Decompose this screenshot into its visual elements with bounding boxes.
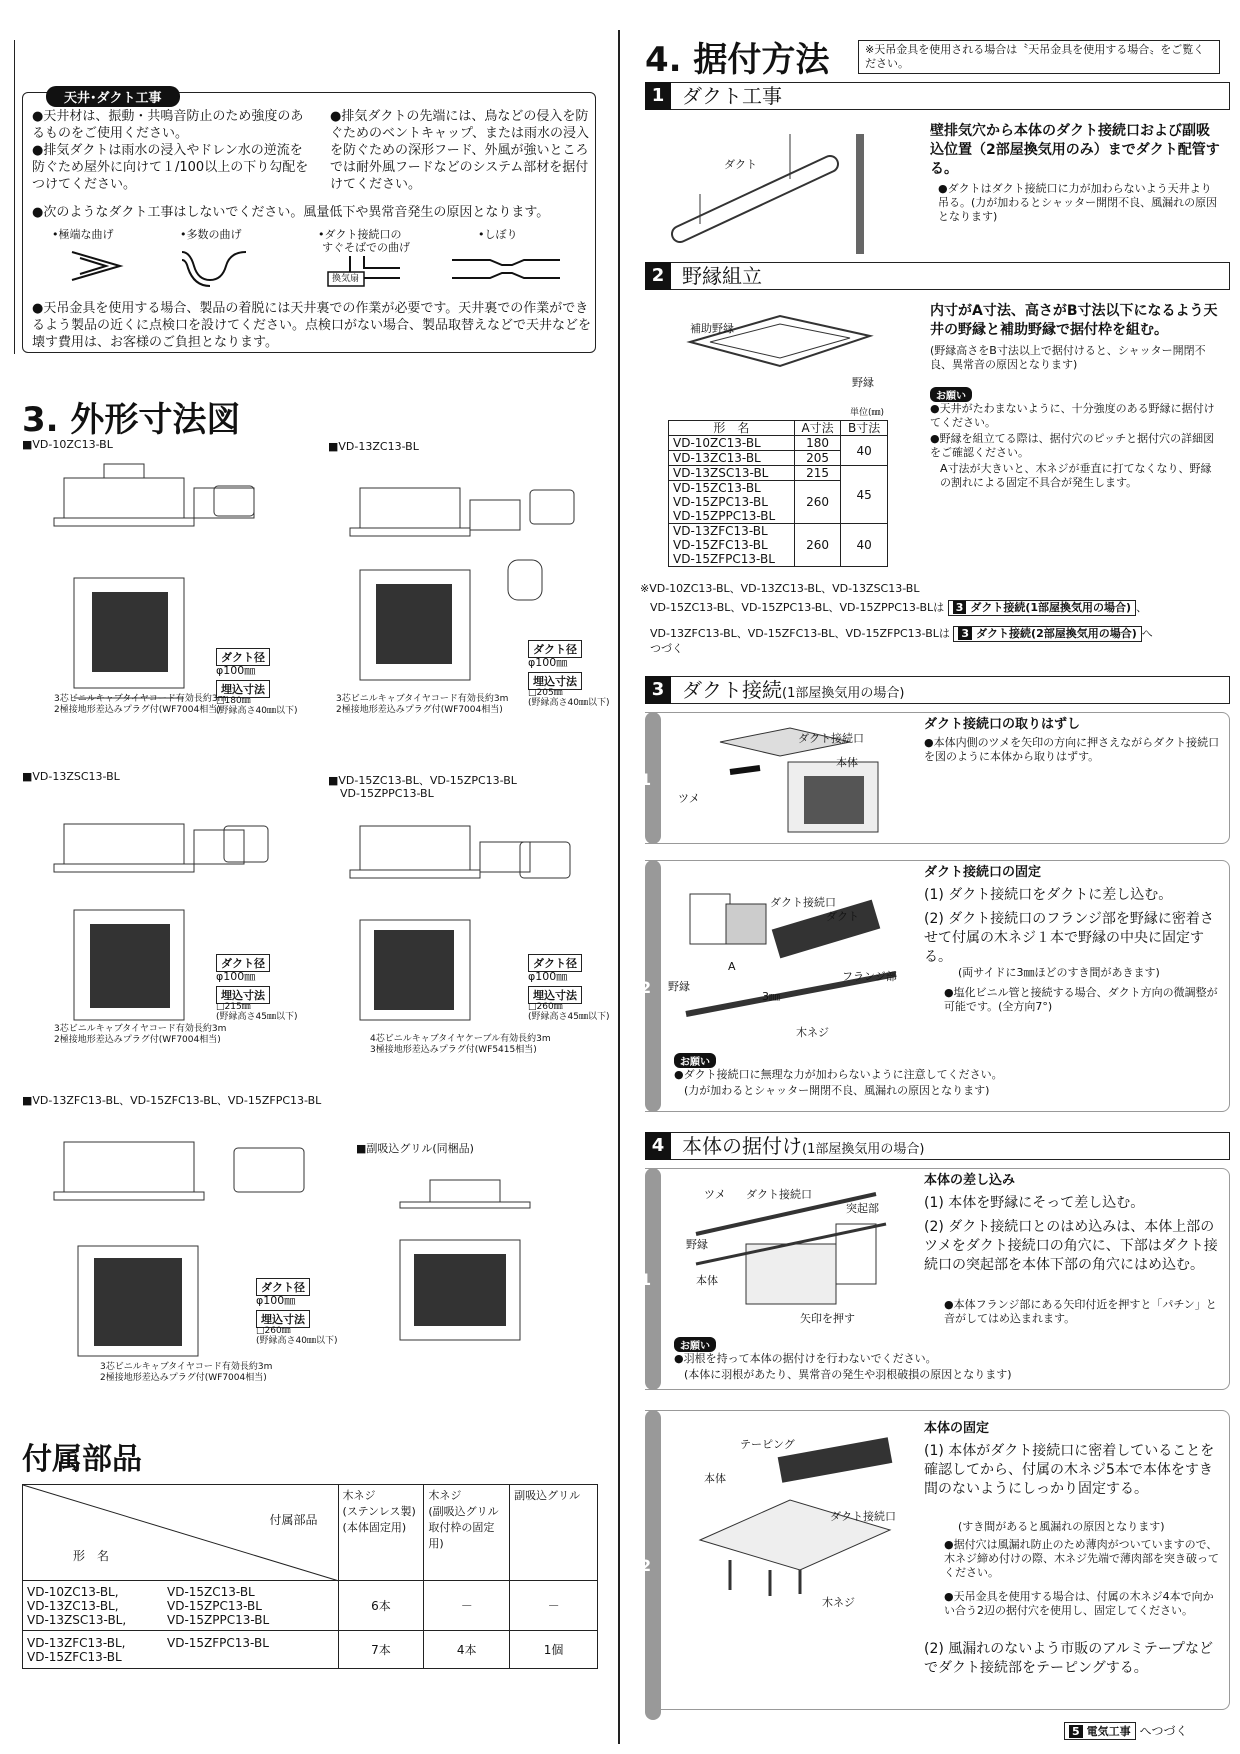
s3-number: 3 [645, 676, 671, 704]
acc-row-2-v2: 4本 [424, 1631, 510, 1669]
embed-note-2: (野縁高さ40㎜以下) [528, 698, 610, 708]
s2-text: 内寸がA寸法、高さがB寸法以下になるよう天井の野縁と補助野縁で据付枠を組む。 [930, 303, 1218, 338]
duct-notes-tag: 天井･ダクト工事 [46, 86, 180, 107]
s4-s1-label-3: 突起部 [846, 1202, 879, 1215]
embed-size-1: □180㎜ [216, 696, 251, 706]
duct-diameter-value-4: φ100㎜ [528, 970, 568, 983]
crossref-line-1: ※VD-10ZC13-BL、VD-13ZC13-BL、VD-13ZSC13-BL [640, 582, 920, 595]
embed-tag-5: 埋込寸法 [256, 1310, 310, 1328]
embed-note-5: (野縁高さ40㎜以下) [256, 1336, 338, 1346]
acc-row-2-models [23, 1631, 339, 1669]
s4-request-badge [674, 1334, 716, 1353]
bad-duct-label-2: •多数の曲げ [180, 228, 242, 241]
embed-note-3: (野縁高さ45㎜以下) [216, 1012, 298, 1022]
s1-bullet: ●ダクトはダクト接続口に力が加わらないよう天井より吊る。(力が加わるとシャッター開閉不良、風漏れの原因となります) [938, 182, 1218, 223]
s4-step1-num: 1 [640, 1270, 652, 1289]
cord-note-1: 3芯ビニルキャブタイヤコード有効長約3m [54, 694, 227, 704]
duct-diameter-value-5: φ100㎜ [256, 1294, 296, 1307]
embed-size-2: □205㎜ [528, 688, 563, 698]
left-edge-rule [14, 40, 15, 354]
s4-s2-head: 本体の固定 [924, 1421, 990, 1436]
dim-head-model: 形 名 [669, 421, 795, 436]
s2-bullet-1: ●天井がたわまないように、十分強度のある野縁に据付けてください。 [930, 402, 1215, 429]
s2-title: 野縁組立 [682, 264, 762, 288]
s4-s1-t1: (1) 本体を野縁にそって差し込む。 [924, 1195, 1145, 1211]
s4-s1-t2: (2) ダクト接続口とのはめ込みは、本体上部のツメをダクト接続口の角穴に、下部はダクト接続口の突起部を本体下部の角穴にはめ込む。 [924, 1219, 1218, 1273]
s1-duct-label: ダクト [724, 158, 757, 171]
acc-header-corner [23, 1485, 339, 1581]
bad-duct-label-4: •しぼり [478, 228, 518, 241]
s4-s1-label-2: ダクト接続口 [746, 1188, 812, 1201]
frame-dim-table [668, 420, 888, 567]
crossref-line-2 [650, 600, 1147, 616]
model-label-5: ■VD-13ZFC13-BL、VD-15ZFC13-BL、VD-15ZFPC13-BL [22, 1094, 322, 1107]
s4-s2-label-2: 本体 [704, 1472, 726, 1485]
s3-request-text: お願い [674, 1053, 716, 1068]
multi-bend-icon [180, 246, 250, 286]
s2-request-text: お願い [930, 387, 972, 402]
next-ref-suffix: へつづく [1139, 1724, 1188, 1738]
crossref-line-4: つづく [650, 642, 683, 655]
acc-row-1-v2: － [424, 1581, 510, 1631]
dim-head-a: A寸法 [794, 421, 841, 436]
acc-row-2-v1: 7本 [338, 1631, 424, 1669]
crossref-line-2-end: 、 [1136, 601, 1148, 614]
accessories-title: 付属部品 [22, 1442, 142, 1477]
dim-row-5-a: 260 [794, 524, 841, 567]
s4-s2-t1p: (すき間があると風漏れの原因となります) [958, 1520, 1165, 1533]
bad-duct-label-1: •極端な曲げ [52, 228, 114, 241]
s3-title: ダクト接続 [682, 678, 782, 702]
acc-row-2-m2: VD-15ZFPC13-BL [167, 1635, 269, 1650]
s4-s2-b1: ●据付穴は風漏れ防止のため薄肉がついていますので、木ネジ締め付けの際、木ネジ先端で薄肉部を突き破ってください。 [944, 1538, 1219, 1579]
duct-diameter-tag-4: ダクト径 [528, 954, 582, 972]
s4-request-2: (本体に羽根があたり、異常音の発生や羽根破損の原因となります) [684, 1368, 1012, 1381]
s4-s1-head: 本体の差し込み [924, 1173, 1016, 1188]
dim-row-5-model: VD-13ZFC13-BL VD-15ZFC13-BL VD-15ZFPC13-BL [669, 524, 795, 567]
cord-note-2: 3芯ビニルキャブタイヤコード有効長約3m [336, 694, 509, 704]
acc-row-2-v3: 1個 [510, 1631, 598, 1669]
duct-diameter-tag-2: ダクト径 [528, 640, 582, 658]
s3-title-wrap [682, 676, 904, 708]
crossref-line-3-end: へ [1141, 627, 1153, 640]
s2-bullet-2: ●野縁を組立てる際は、据付穴のピッチと据付穴の詳細図をご確認ください。 [930, 432, 1215, 459]
acc-col-grille-screw: 木ネジ (副吸込グリル 取付枠の固定用) [424, 1485, 510, 1581]
embed-size-3: □215㎜ [216, 1002, 251, 1012]
cord-note-5: 3芯ビニルキャブタイヤコード有効長約3m [100, 1362, 273, 1372]
s3-s1-text: ●本体内側のツメを矢印の方向に押さえながらダクト接続口を図のように本体から取りはずす。 [924, 736, 1220, 763]
dim-row-3-model: VD-13ZSC13-BL [669, 466, 795, 481]
note-item-3: ●排気ダクトの先端には、鳥などの侵入を防ぐためのベントキャップ、または雨水の浸入を防ぐための深形フード、外風が強いところでは耐外風フードなどのシステム部材を据付けてください。 [330, 109, 589, 192]
accessories-table [22, 1484, 598, 1669]
duct-diameter-value-3: φ100㎜ [216, 970, 256, 983]
next-ref-num: 5 [1069, 1725, 1083, 1738]
acc-col-grille: 副吸込グリル [510, 1485, 598, 1581]
s4-s1-label-6: 矢印を押す [800, 1312, 855, 1325]
next-section-ref[interactable] [1064, 1722, 1188, 1740]
s4-s1-b1: ●本体フランジ部にある矢印付近を押すと「パチン」と音がしてはめ込まれます。 [944, 1298, 1217, 1325]
section4-title: 4. 据付方法 [645, 40, 830, 80]
section3-title: 3. 外形寸法図 [22, 400, 241, 440]
crossref-ref-1[interactable]: 3 ダクト接続(1部屋換気用の場合) [948, 600, 1136, 616]
model-label-4: ■VD-15ZC13-BL、VD-15ZPC13-BL [328, 774, 517, 787]
plug-note-5: 2極接地形差込みプラグ付(WF7004相当) [100, 1373, 267, 1383]
acc-row-2-m1: VD-13ZFC13-BL, VD-15ZFC13-BL [27, 1635, 126, 1664]
model-label-6: ■副吸込グリル(同梱品) [356, 1142, 474, 1155]
s3-step2-num: 2 [640, 978, 652, 997]
s2-number: 2 [645, 262, 671, 290]
dim-row-2-a: 205 [794, 451, 841, 466]
crossref-line-2-text: VD-15ZC13-BL、VD-15ZPC13-BL、VD-15ZPPC13-BLは [650, 601, 945, 614]
model-label-2: ■VD-13ZC13-BL [328, 440, 419, 453]
s4-s2-t2: (2) 風漏れのないよう市販のアルミテープなどでダクト接続部をテーピングする。 [924, 1641, 1214, 1676]
acc-header-model: 形 名 [73, 1549, 110, 1563]
acc-row-1-m2: VD-15ZC13-BL VD-15ZPC13-BL VD-15ZPPC13-BL [167, 1584, 270, 1627]
s3-s2-t1: (1) ダクト接続口をダクトに差し込む。 [924, 887, 1173, 903]
s4-step2-num: 2 [640, 1556, 652, 1575]
embed-tag-2: 埋込寸法 [528, 672, 582, 690]
s4-s2-label-3: ダクト接続口 [830, 1510, 896, 1523]
s3-sub: (1部屋換気用の場合) [782, 686, 905, 701]
duct-diameter-value-2: φ100㎜ [528, 656, 568, 669]
sharp-bend-icon [70, 248, 130, 286]
next-ref-box [1064, 1722, 1136, 1740]
s3-s2-label-4: 野縁 [668, 980, 690, 993]
plug-note-3: 2極接地形差込みプラグ付(WF7004相当) [54, 1035, 221, 1045]
s4-sub: (1部屋換気用の場合) [802, 1142, 925, 1157]
s3-request-badge [674, 1050, 716, 1069]
s3-s2-label-3: フランジ部 [842, 970, 897, 983]
s3-s2-t2: (2) ダクト接続口のフランジ部を野縁に密着させて付属の木ネジ１本で野縁の中央に固定する。 [924, 911, 1214, 965]
s4-s2-b2: ●天吊金具を使用する場合は、付属の木ネジ4本で向かい合う2辺の据付穴を使用し、固定してください。 [944, 1590, 1214, 1617]
crossref-ref-2-text: ダクト接続(2部屋換気用の場合) [976, 627, 1137, 640]
acc-row-1-v3: － [510, 1581, 598, 1631]
s2-request-badge [930, 384, 972, 403]
dim-row-4-model: VD-15ZC13-BL VD-15ZPC13-BL VD-15ZPPC13-BL [669, 481, 795, 524]
cable-note-4: 4芯ビニルキャブタイヤケーブル有効長約3m [370, 1034, 551, 1044]
crossref-line-3 [650, 626, 1153, 642]
model-label-3: ■VD-13ZSC13-BL [22, 770, 120, 783]
embed-note-1: (野縁高さ40㎜以下) [216, 706, 298, 716]
s3-s2-label-2: ダクト [826, 910, 859, 923]
narrowing-icon [450, 256, 562, 282]
s4-s1-label-5: 本体 [696, 1274, 718, 1287]
duct-diameter-tag-5: ダクト径 [256, 1278, 310, 1296]
crossref-line-3-text: VD-13ZFC13-BL、VD-15ZFC13-BL、VD-15ZFPC13-BLは [650, 627, 950, 640]
fan-box-label: 換気扇 [332, 274, 360, 284]
s2-paren: (野縁高さをB寸法以上で据付けると、シャッター開閉不良、異常音の原因となります) [930, 344, 1206, 371]
s3-step1-num: 1 [640, 770, 652, 789]
s4-s2-t1: (1) 本体がダクト接続口に密着していることを確認してから、付属の木ネジ5本で本体をすき間のないようにしっかり固定する。 [924, 1443, 1215, 1497]
s4-s2-label-4: 木ネジ [822, 1596, 855, 1609]
note-item-2: ●排気ダクトは雨水の浸入やドレン水の逆流を防ぐため屋外に向けて１/100以上の下り勾配をつけてください。 [32, 143, 309, 192]
dim-row-1-model: VD-10ZC13-BL [669, 436, 795, 451]
plug-note-2: 2極接地形差込みプラグ付(WF7004相当) [336, 705, 503, 715]
bad-duct-label-3b: すぐそばでの曲げ [322, 241, 410, 254]
dim-row-3-a: 215 [794, 466, 841, 481]
acc-header-diagonal [23, 1485, 339, 1581]
dim-row-5-b: 40 [841, 524, 888, 567]
note-item-4: ●次のようなダクト工事はしないでください。風量低下や異常音発生の原因となります。 [32, 205, 550, 220]
s3-s2-label-5: 木ネジ [796, 1026, 829, 1039]
s3-s2-b1: ●塩化ビニル管と接続する場合、ダクト方向の微調整が可能です。(全方向7°) [944, 986, 1218, 1013]
dim-row-1-b: 40 [841, 436, 888, 466]
s4-s1-label-1: ツメ [704, 1188, 726, 1201]
s3-s2-label-6: 3㎜ [762, 990, 780, 1003]
embed-size-4: □260㎜ [528, 1002, 563, 1012]
plug-note-1: 2極接地形差込みプラグ付(WF7004相当) [54, 705, 221, 715]
s4-request-1: ●羽根を持って本体の据付けを行わないでください。 [674, 1352, 937, 1365]
embed-tag-3: 埋込寸法 [216, 986, 270, 1004]
dim-row-2-model: VD-13ZC13-BL [669, 451, 795, 466]
embed-tag-1: 埋込寸法 [216, 680, 270, 698]
duct-hanging-figure [660, 124, 900, 254]
bad-duct-label-3a: •ダクト接続口の [318, 228, 402, 241]
s1-number: 1 [645, 82, 671, 110]
section4-note: ※天吊金具を使用される場合は〝天吊金具を使用する場合〟をご覧ください。 [858, 40, 1220, 74]
acc-row-1-m1: VD-10ZC13-BL, VD-13ZC13-BL, VD-13ZSC13-BL, [27, 1584, 127, 1627]
s2-label-a: 補助野縁 [690, 322, 734, 335]
acc-col-screw: 木ネジ (ステンレス製) (本体固定用) [338, 1485, 424, 1581]
duct-diameter-value-1: φ100㎜ [216, 664, 256, 677]
s3-s2-t2p: (両サイドに3㎜ほどのすき間があきます) [958, 966, 1160, 979]
embed-size-5: □260㎜ [256, 1326, 291, 1336]
duct-diameter-tag-1: ダクト径 [216, 648, 270, 666]
s3-request-1: ●ダクト接続口に無理な力が加わらないように注意してください。 [674, 1068, 1003, 1081]
s3-s2-label-7: A [728, 960, 736, 973]
embed-tag-4: 埋込寸法 [528, 986, 582, 1004]
model-label-1: ■VD-10ZC13-BL [22, 438, 113, 451]
cord-note-3: 3芯ビニルキャブタイヤコード有効長約3m [54, 1024, 227, 1034]
dim-row-4-b: 45 [841, 466, 888, 524]
s2-unit: 単位(㎜) [850, 408, 885, 418]
s4-s2-label-1: テーピング [740, 1438, 795, 1451]
s3-s1-label-1: ダクト接続口 [798, 732, 864, 745]
s3-s2-label-1: ダクト接続口 [770, 896, 836, 909]
s4-number: 4 [645, 1132, 671, 1160]
note-item-5: ●天吊金具を使用する場合、製品の着脱には天井裏での作業が必要です。天井裏での作業ができるよう製品の近くに点検口を設けてください。点検口がない場合、製品取替えなどで天井などを壊す費用は、お客様のご負担となります。 [32, 301, 592, 350]
crossref-ref-1-text: ダクト接続(1部屋換気用の場合) [970, 601, 1132, 614]
embed-note-4: (野縁高さ45㎜以下) [528, 1012, 610, 1022]
s3-request-2: (力が加わるとシャッター開閉不良、風漏れの原因となります) [684, 1084, 990, 1097]
drawing-vd10zc [44, 458, 334, 716]
s2-bullet-3: A寸法が大きいと、木ネジが垂直に打てなくなり、野縁の割れによる固定不具合が発生します。 [940, 462, 1212, 489]
s1-text: 壁排気穴から本体のダクト接続口および副吸込位置（2部屋換気用のみ）までダクト配管する。 [930, 123, 1220, 177]
s1-title: ダクト工事 [682, 84, 782, 108]
drawing-sub-grille [390, 1160, 570, 1360]
s3-s1-head: ダクト接続口の取りはずし [924, 717, 1081, 732]
dim-head-b: B寸法 [841, 421, 888, 436]
crossref-ref-2[interactable]: 3 ダクト接続(2部屋換気用の場合) [953, 626, 1141, 642]
s3-s1-label-2: 本体 [836, 756, 858, 769]
drawing-vd15zc [340, 802, 610, 1062]
acc-row-1-models [23, 1581, 339, 1631]
s4-request-text: お願い [674, 1337, 716, 1352]
acc-header-parts: 付属部品 [269, 1513, 318, 1527]
model-label-4b: VD-15ZPPC13-BL [340, 787, 434, 800]
next-ref-label: 電気工事 [1086, 1725, 1131, 1738]
column-divider [618, 30, 620, 1744]
acc-row-1-v1: 6本 [338, 1581, 424, 1631]
duct-diameter-tag-3: ダクト径 [216, 954, 270, 972]
dim-row-4-a: 260 [794, 481, 841, 524]
plug-note-4: 3極接地形差込みプラグ付(WF5415相当) [370, 1045, 537, 1055]
s4-title: 本体の据付け [682, 1134, 802, 1158]
note-item-1: ●天井材は、振動・共鳴音防止のため強度のあるものをご使用ください。 [32, 109, 304, 141]
s3-s1-label-3: ツメ [678, 792, 700, 805]
s4-title-wrap [682, 1132, 924, 1164]
dim-row-1-a: 180 [794, 436, 841, 451]
s2-label-b: 野縁 [852, 376, 874, 389]
s4-s1-label-4: 野縁 [686, 1238, 708, 1251]
s3-s2-head: ダクト接続口の固定 [924, 865, 1042, 880]
